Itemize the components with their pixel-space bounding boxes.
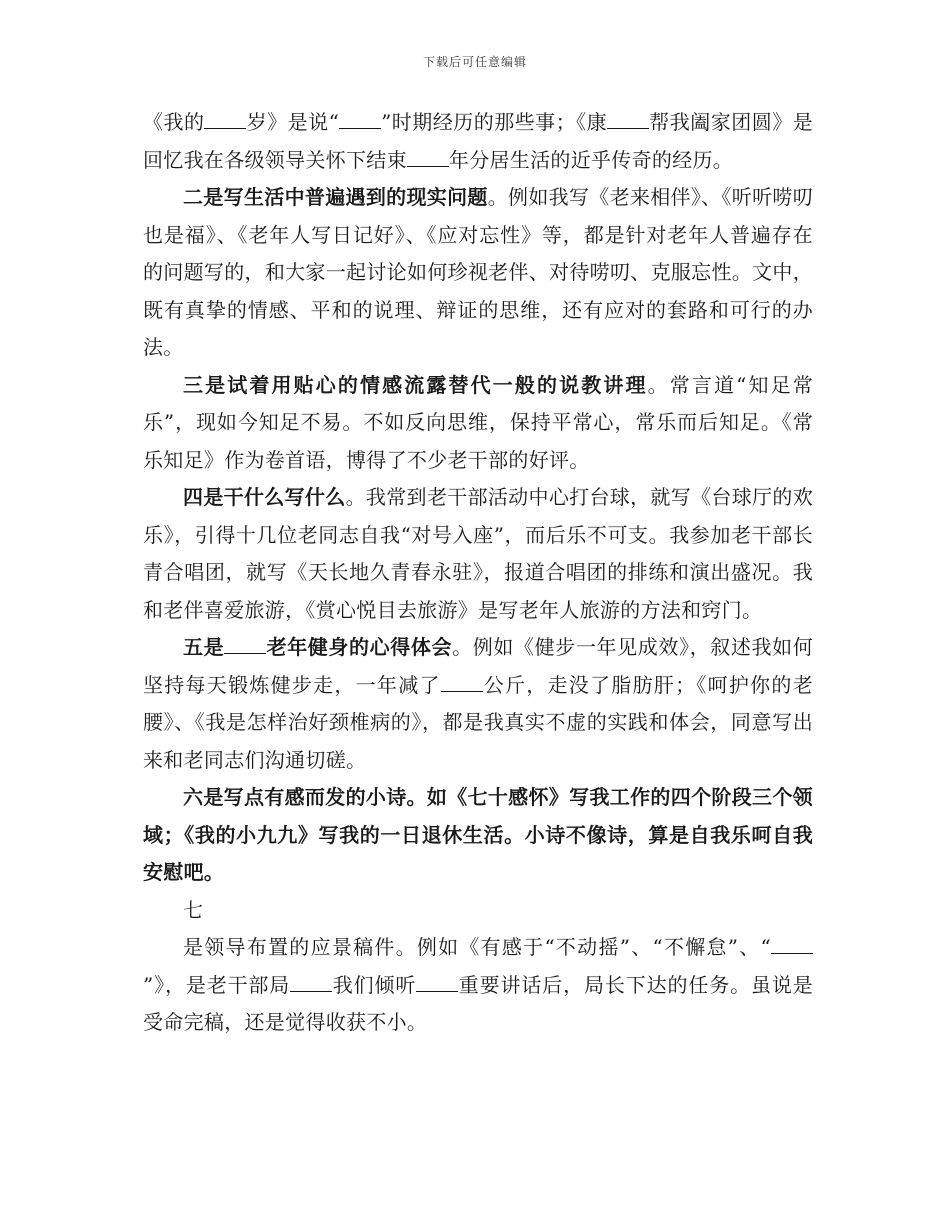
fill-blank <box>416 973 458 992</box>
point-heading: 五是 <box>183 635 225 659</box>
fill-blank <box>224 635 266 654</box>
text-segment: 年分居生活的近乎传奇的经历。 <box>448 147 734 172</box>
paragraph-body: 公斤，走没了脂肪肝；《呵护你的老腰》、《我是怎样治好颈椎病的》，都是我真实不虚的实践和体会，同意写出来和老同志们沟通切磋。 <box>143 672 813 772</box>
text-segment: 我们倾听 <box>332 972 417 997</box>
text-segment: 重要讲话后，局长下达的任务。虽说是受命完稿，还是觉得收获不小。 <box>143 972 814 1034</box>
point-heading: 老年健身的心得体会 <box>266 635 453 659</box>
text-segment: 岁》是说“ <box>246 110 340 134</box>
paragraph-body: 。我常到老干部活动中心打台球，就写《台球厅的欢乐》，引得十几位老同志自我“对号入座”，而后乐不可支。我参加老干部长青合唱团，就写《天长地久青春永驻》，报道合唱团的排练和演出盛况。我和老伴喜爱旅游，《赏心悦目去旅游》是写老年人旅游的方法和窍门。 <box>143 485 813 622</box>
paragraph-point-3 <box>143 367 813 480</box>
point-heading: 四是干什么写什么 <box>183 485 346 509</box>
fill-blank <box>407 148 449 167</box>
paragraph-point-4 <box>143 479 813 629</box>
fill-blank <box>290 973 332 992</box>
page-header: 下载后可任意编辑 <box>422 55 527 69</box>
fill-blank <box>204 110 246 129</box>
fill-blank <box>607 110 649 129</box>
paragraph-point-2 <box>143 179 813 367</box>
point-heading: 二是写生活中普遍遇到的现实问题 <box>183 185 488 209</box>
text-segment: ”》，是老干部局 <box>143 972 291 997</box>
fill-blank <box>339 110 381 129</box>
document-body <box>143 104 813 1042</box>
paragraph-point-7-body <box>143 929 813 1042</box>
point-heading: 三是试着用贴心的情感流露替代一般的说教讲理 <box>183 372 648 397</box>
paragraph-point-7-number: 七 <box>183 897 204 922</box>
paragraph-continuation <box>143 104 813 179</box>
text-segment: 是领导布置的应景稿件。例如《有感于“不动摇”、“不懈怠”、“ <box>183 935 771 959</box>
fill-blank <box>441 673 483 692</box>
text-segment: 帮我阖家团圆》是回忆我在各级领导关怀下结束 <box>143 110 813 172</box>
fill-blank <box>771 935 813 954</box>
paragraph-body: 。常言道“知足常乐”，现如今知足不易。不如反向思维，保持平常心，常乐而后知足。《常乐知足》作为卷首语，博得了不少老干部的好评。 <box>143 372 813 472</box>
paragraph-body: 。例如《健步一年见成效》，叙述我如何坚持每天锻炼健步走，一年减了 <box>143 635 813 697</box>
text-segment: 《我的 <box>143 110 205 134</box>
text-segment: ”时期经历的那些事；《康 <box>381 110 608 134</box>
paragraph-point-6: 六是写点有感而发的小诗。如《七十感怀》写我工作的四个阶段三个领域；《我的小九九》写我的一日退休生活。小诗不像诗，算是自我乐呵自我安慰吧。 <box>143 785 813 884</box>
paragraph-point-5 <box>143 629 813 779</box>
paragraph-body: 。例如我写《老来相伴》、《听听唠叨也是福》、《老年人写日记好》、《应对忘性》等，都是针对老年人普遍存在的问题写的，和大家一起讨论如何珍视老伴、对待唠叨、克服忘性。文中，既有真挚的情感、平和的说理、辩证的思维，还有应对的套路和可行的办法。 <box>143 185 814 359</box>
